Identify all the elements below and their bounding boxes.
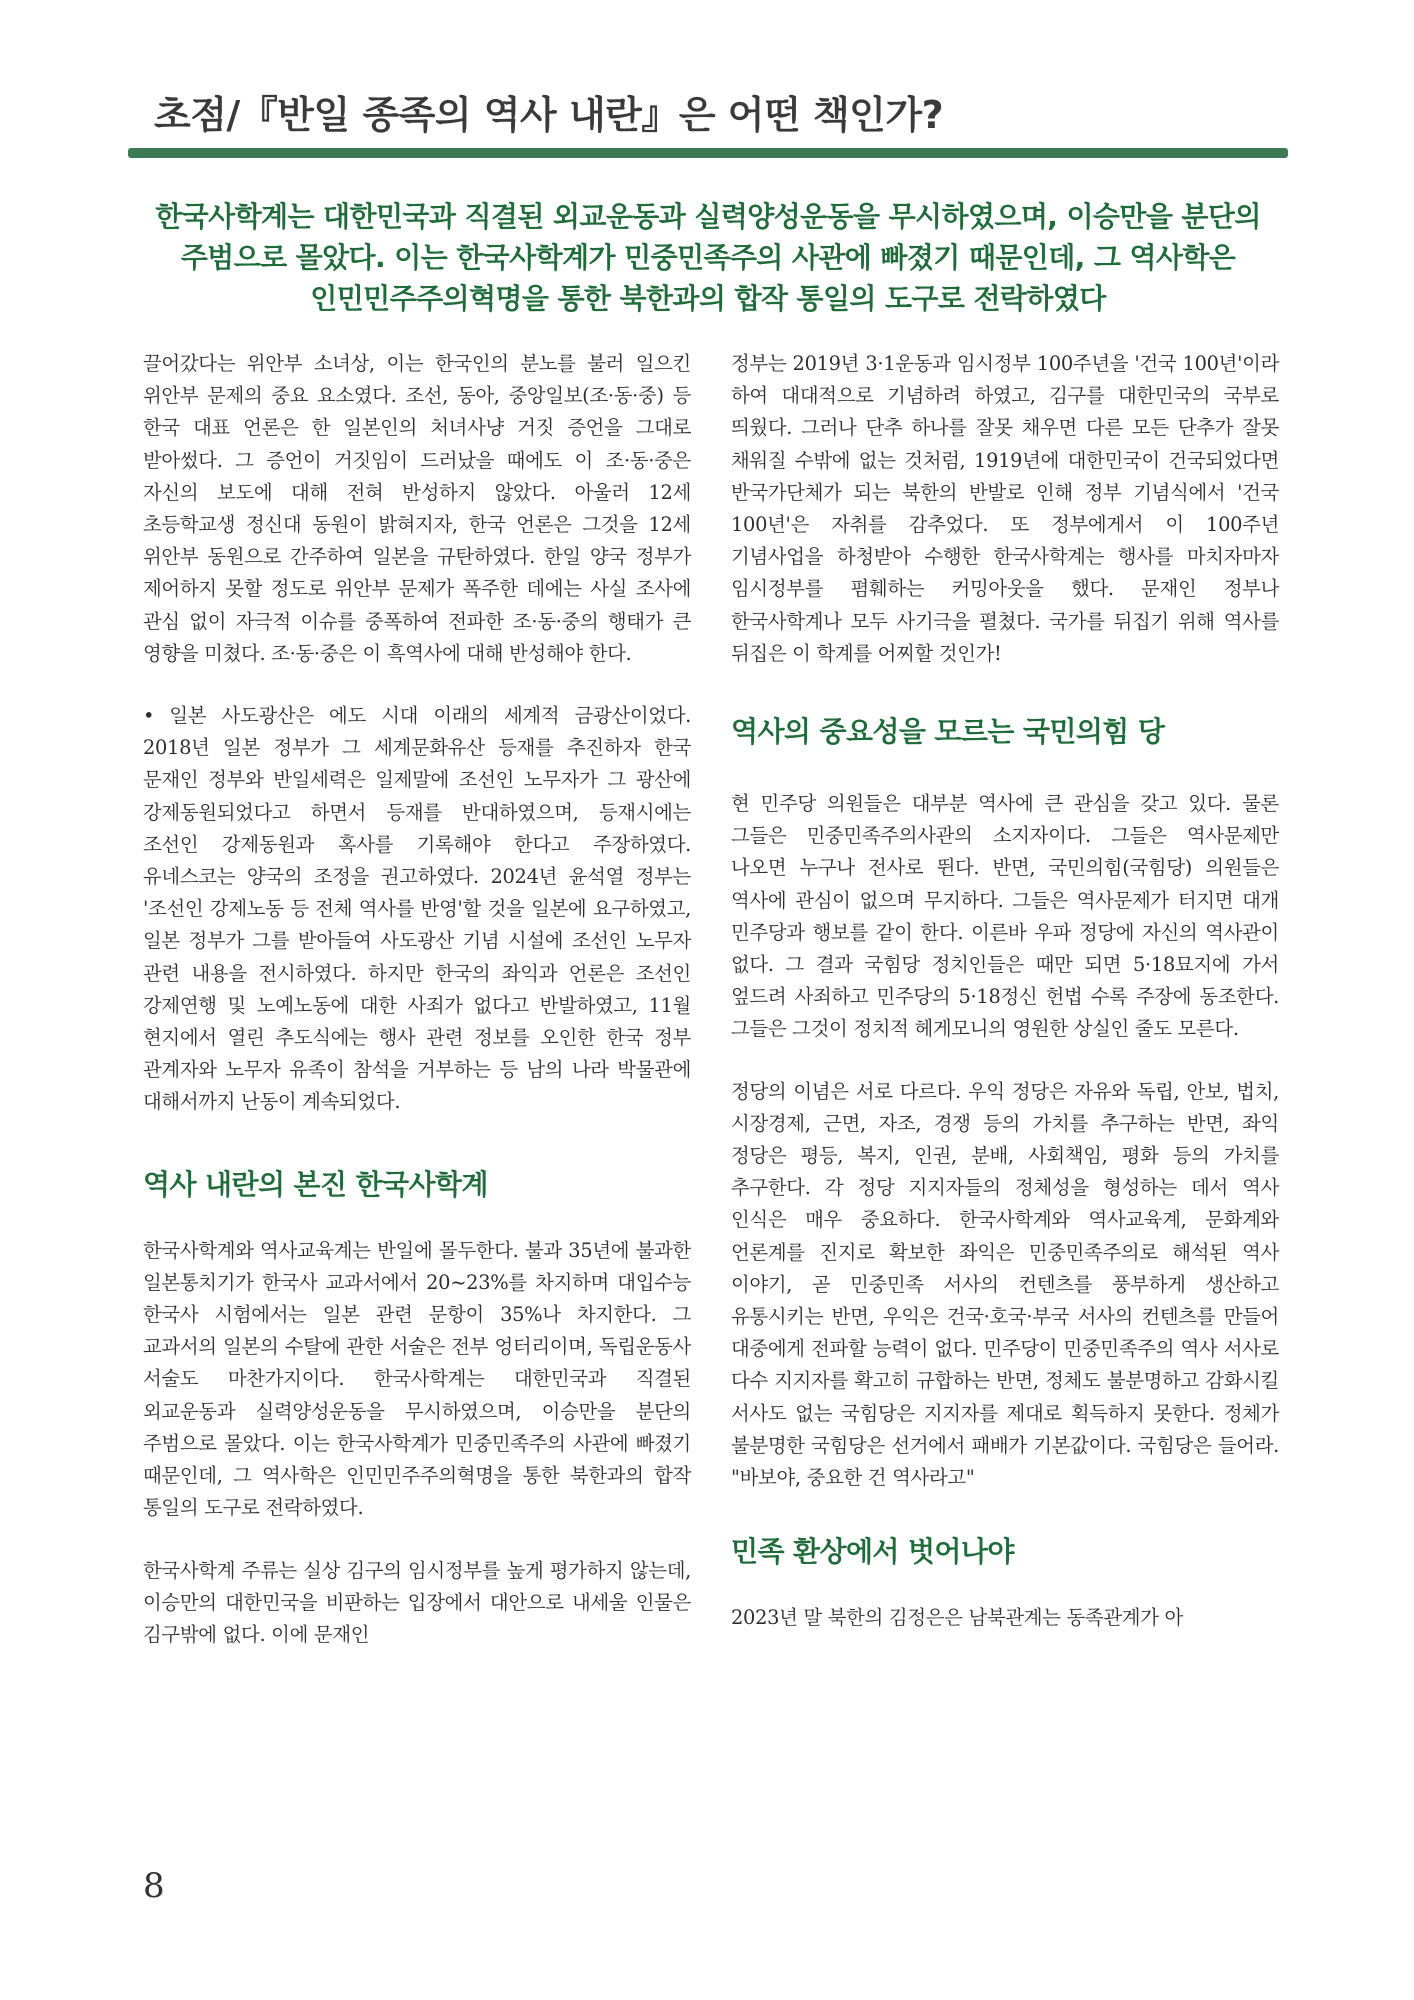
- lead-summary: [128, 196, 1288, 319]
- lead-line: 한국사학계는 대한민국과 직결된 외교운동과 실력양성운동을 무시하였으며, 이승만을 분단의: [155, 200, 1261, 233]
- paragraph: 2023년 말 북한의 김정은은 남북관계는 동족관계가 아: [731, 1606, 1183, 1630]
- title-rule: [128, 148, 1288, 158]
- section-gap: [731, 752, 1279, 788]
- section-heading: 역사 내란의 본진 한국사학계: [143, 1167, 488, 1201]
- lead-line: 주범으로 몰았다. 이는 한국사학계가 민중민족주의 사관에 빠졌기 때문인데, 그 역사학은: [180, 241, 1236, 274]
- page-header: [128, 84, 1288, 158]
- section-heading: 역사의 중요성을 모르는 국민의힘 당: [731, 715, 1165, 749]
- paragraph: • 일본 사도광산은 에도 시대 이래의 세계적 금광산이었다. 2018년 일본 정부가 그 세계문화유산 등재를 추진하자 한국 문재인 정부와 반일세력은 일제말에 조선인 노무자가 그 광산에 강제동원되었다고 하면서 등재를 반대하였으며, 등재시에는 조선인 강제동원과 혹사를 기록해야 한다고 주장하였다. 유네스코는 양국의 조정을 권고하였다. 2024년 윤석열 정부는 '조선인 강제노동 등 전체 역사를 반영'할 것을 일본에 요구하였고, 일본 정부가 그를 받아들여 사도광산 기념 시설에 조선인 노무자 관련 내용을 전시하였다. 하지만 한국의 좌익과 언론은 조선인 강제연행 및 노예노동에 대한 사죄가 없다고 반발하였고, 11월 현지에서 열린 추도식에는 행사 관련 정보를 오인한 한국 정부 관계자와 노무자 유족이 참석을 거부하는 등 남의 나라 박물관에 대해서까지 난동이 계속되었다.: [143, 704, 691, 1114]
- paragraph: 정당의 이념은 서로 다르다. 우익 정당은 자유와 독립, 안보, 법치, 시장경제, 근면, 자조, 경쟁 등의 가치를 추구하는 반면, 좌익 정당은 평등, 복지, 인권, 분배, 사회책임, 평화 등의 가치를 추구한다. 각 정당 지지자들의 정체성을 형성하는 데서 역사 인식은 매우 중요하다. 한국사학계와 역사교육계, 문화계와 언론계를 진지로 확보한 좌익은 민중민족주의로 해석된 역사 이야기, 곧 민중민족 서사의 컨텐츠를 풍부하게 생산하고 유통시키는 반면, 우익은 건국·호국·부국 서사의 컨텐츠를 만들어 대중에게 전파할 능력이 없다. 민주당이 민중민족주의 역사 서사로 다수 지지자를 확고히 규합하는 반면, 정체도 불분명하고 감화시킬 서사도 없는 국힘당은 지지자를 제대로 획득하지 못한다. 정체가 불분명한 국힘당은 선거에서 패배가 기본값이다. 국힘당은 들어라. "바보야, 중요한 건 역사라고": [731, 1079, 1279, 1490]
- paragraph: 한국사학계 주류는 실상 김구의 임시정부를 높게 평가하지 않는데, 이승만의 대한민국을 비판하는 입장에서 대안으로 내세울 인물은 김구밖에 없다. 이에 문재인: [143, 1558, 691, 1646]
- lead-line: 인민민주주의혁명을 통한 북한과의 합작 통일의 도구로 전락하였다: [310, 282, 1106, 315]
- left-column: [143, 350, 691, 1651]
- section-gap: [731, 670, 1279, 712]
- paragraph: 정부는 2019년 3·1운동과 임시정부 100주년을 '건국 100년'이라 하여 대대적으로 기념하려 하였고, 김구를 대한민국의 국부로 띄웠다. 그러나 단추 하나를 잘못 채우면 다른 모든 단추가 잘못 채워질 수밖에 없는 것처럼, 1919년에 대한민국이 건국되었다면 반국가단체가 되는 북한의 반발로 인해 정부 기념식에서 '건국 100년'은 자취를 감추었다. 또 정부에게서 이 100주년 기념사업을 하청받아 수행한 한국사학계는 행사를 마치자마자 임시정부를 폄훼하는 커밍아웃을 했다. 문재인 정부나 한국사학계나 모두 사기극을 펼쳤다. 국가를 뒤집기 위해 역사를 뒤집은 이 학계를 어찌할 것인가!: [731, 352, 1279, 665]
- section-heading: 민족 환상에서 벗어나야: [731, 1535, 1014, 1569]
- section-gap: [731, 1494, 1279, 1532]
- section-gap: [731, 1572, 1279, 1602]
- paragraph-gap: [143, 1525, 691, 1555]
- paragraph: 한국사학계와 역사교육계는 반일에 몰두한다. 불과 35년에 불과한 일본통치기가 한국사 교과서에서 20~23%를 차지하며 대입수능 한국사 시험에서는 일본 관련 문항이 35%나 차지한다. 그 교과서의 일본의 수탈에 관한 서술은 전부 엉터리이며, 독립운동사 서술도 마찬가지이다. 한국사학계는 대한민국과 직결된 외교운동과 실력양성운동을 무시하였으며, 이승만을 분단의 주범으로 몰았다. 이는 한국사학계가 민중민족주의 사관에 빠졌기 때문인데, 그 역사학은 인민민주주의혁명을 통한 북한과의 합작 통일의 도구로 전락하였다.: [143, 1238, 691, 1520]
- paragraph: 현 민주당 의원들은 대부분 역사에 큰 관심을 갖고 있다. 물론 그들은 민중민족주의사관의 소지자이다. 그들은 역사문제만 나오면 누구나 전사로 뛴다. 반면, 국민의힘(국힘당) 의원들은 역사에 관심이 없으며 무지하다. 그들은 역사문제가 터지면 대개 민주당과 행보를 같이 한다. 이른바 우파 정당에 자신의 역사관이 없다. 그 결과 국힘당 정치인들은 때만 되면 5·18묘지에 가서 엎드려 사죄하고 민주당의 5·18정신 헌법 수록 주장에 동조한다. 그들은 그것이 정치적 헤게모니의 영원한 상실인 줄도 모른다.: [731, 792, 1279, 1041]
- paragraph-gap: [731, 1046, 1279, 1076]
- paragraph: 끌어갔다는 위안부 소녀상, 이는 한국인의 분노를 불러 일으킨 위안부 문제의 중요 요소였다. 조선, 동아, 중앙일보(조·동·중) 등 한국 대표 언론은 한 일본인의 처녀사냥 거짓 증언을 그대로 받아썼다. 그 증언이 거짓임이 드러났을 때에도 이 조·동·중은 자신의 보도에 대해 전혀 반성하지 않았다. 아울러 12세 초등학교생 정신대 동원이 밝혀지자, 한국 언론은 그것을 12세 위안부 동원으로 간주하여 일본을 규탄하였다. 한일 양국 정부가 제어하지 못할 정도로 위안부 문제가 폭주한 데에는 사실 조사에 관심 없이 자극적 이슈를 중폭하여 전파한 조·동·중의 행태가 큰 영향을 미쳤다. 조·동·중은 이 흑역사에 대해 반성해야 한다.: [143, 352, 691, 665]
- section-gap: [143, 1119, 691, 1165]
- right-column: [731, 350, 1279, 1635]
- page-title: 초점/『반일 종족의 역사 내란』은 어떤 책인가?: [154, 93, 944, 137]
- section-gap: [143, 1205, 691, 1235]
- page-number: 8: [143, 1866, 165, 1906]
- paragraph-gap: [143, 670, 691, 700]
